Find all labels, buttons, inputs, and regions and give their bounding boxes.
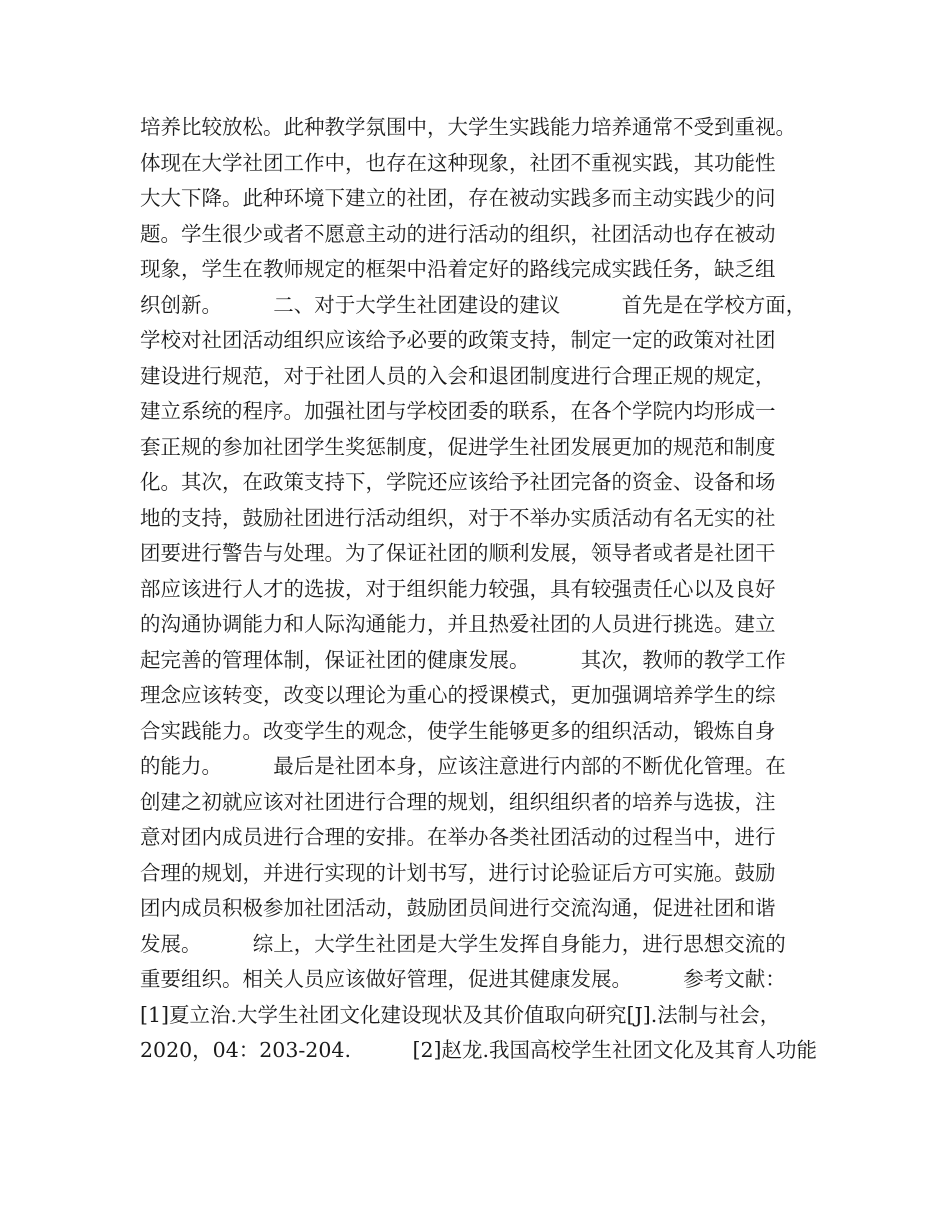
text-line: 套正规的参加社团学生奖惩制度，促进学生社团发展更加的规范和制度 — [140, 434, 776, 459]
text-line: 发展。 综上，大学生社团是大学生发挥自身能力，进行思想交流的 — [140, 931, 786, 956]
text-line: 团要进行警告与处理。为了保证社团的顺利发展，领导者或者是社团干 — [140, 541, 776, 565]
reference-line: 2020，04：203-204. [2]赵龙.我国高校学生社团文化及其育人功能 — [140, 1038, 818, 1062]
text-line: 创建之初就应该对社团进行合理的规划，组织组织者的培养与选拔，注 — [140, 789, 776, 814]
text-line: 建设进行规范，对于社团人员的入会和退团制度进行合理正规的规定， — [140, 363, 776, 388]
text-line: 合实践能力。改变学生的观念，使学生能够更多的组织活动，锻炼自身 — [140, 718, 776, 743]
text-line: 合理的规划，并进行实现的计划书写，进行讨论验证后方可实施。鼓励 — [140, 860, 776, 885]
text-line: 重要组织。相关人员应该做好管理，促进其健康发展。 参考文献： — [140, 967, 786, 991]
text-line: 部应该进行人才的选拔，对于组织能力较强，具有较强责任心以及良好 — [140, 576, 776, 601]
text-line: 现象，学生在教师规定的框架中沿着定好的路线完成实践任务，缺乏组 — [140, 257, 776, 281]
text-line: 大大下降。此种环境下建立的社团，存在被动实践多而主动实践少的问 — [140, 186, 776, 210]
text-line: 团内成员积极参加社团活动，鼓励团员间进行交流沟通，促进社团和谐 — [140, 896, 776, 920]
body-text — [140, 110, 830, 1069]
text-line: 题。学生很少或者不愿意主动的进行活动的组织，社团活动也存在被动 — [140, 221, 776, 246]
text-line: 体现在大学社团工作中，也存在这种现象，社团不重视实践，其功能性 — [140, 150, 776, 175]
reference-line: [1]夏立治.大学生社团文化建设现状及其价值取向研究[J].法制与社会， — [140, 1002, 781, 1027]
text-line: 的能力。 最后是社团本身，应该注意进行内部的不断优化管理。在 — [140, 754, 786, 778]
text-line: 学校对社团活动组织应该给予必要的政策支持，制定一定的政策对社团 — [140, 328, 776, 352]
text-line: 理念应该转变，改变以理论为重心的授课模式，更加强调培养学生的综 — [140, 683, 776, 707]
text-line: 化。其次，在政策支持下，学院还应该给予社团完备的资金、设备和场 — [140, 470, 776, 494]
text-line: 的沟通协调能力和人际沟通能力，并且热爱社团的人员进行挑选。建立 — [140, 612, 776, 636]
text-line: 起完善的管理体制，保证社团的健康发展。 其次，教师的教学工作 — [140, 647, 786, 672]
text-line: 地的支持，鼓励社团进行活动组织，对于不举办实质活动有名无实的社 — [140, 505, 776, 530]
text-line: 建立系统的程序。加强社团与学校团委的联系，在各个学院内均形成一 — [140, 399, 776, 423]
text-line: 培养比较放松。此种教学氛围中，大学生实践能力培养通常不受到重视。 — [140, 115, 796, 139]
text-line: 意对团内成员进行合理的安排。在举办各类社团活动的过程当中，进行 — [140, 825, 776, 849]
text-line: 织创新。 二、对于大学生社团建设的建议 首先是在学校方面， — [140, 292, 807, 317]
